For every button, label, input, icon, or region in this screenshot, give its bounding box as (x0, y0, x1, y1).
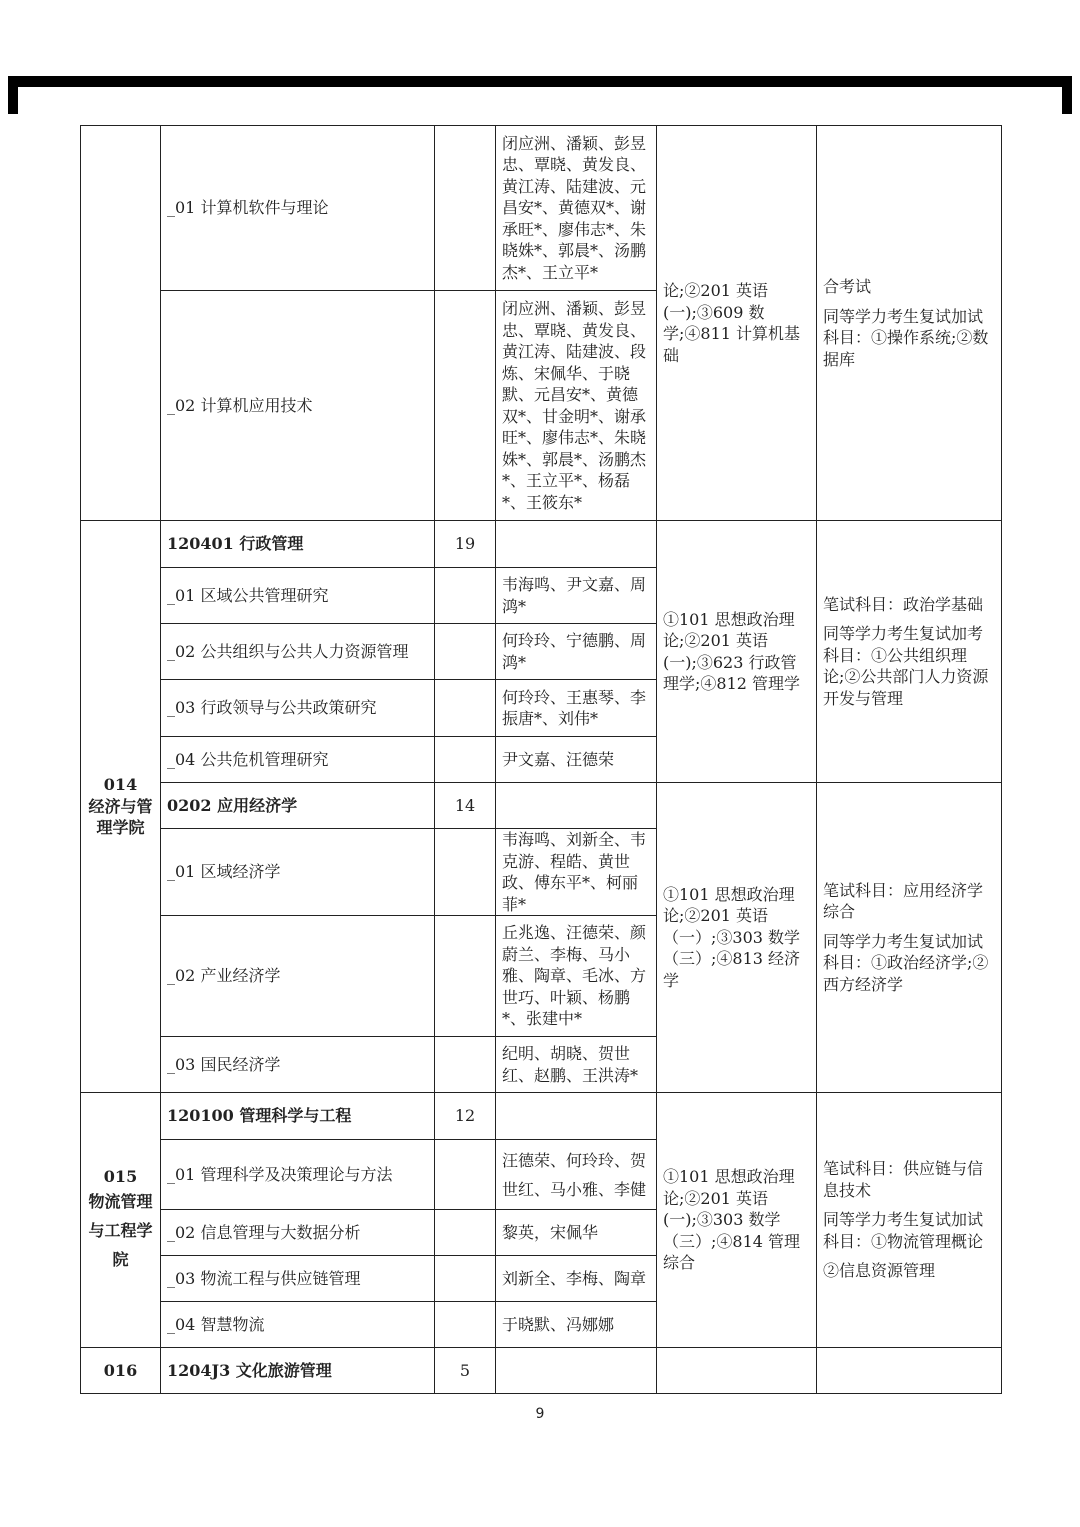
direction-name: _02 信息管理与大数据分析 (161, 1210, 435, 1256)
quota-cell (435, 624, 496, 680)
quota-cell: 5 (435, 1348, 496, 1394)
table-row (81, 1093, 1002, 1140)
college-name: 经济与管理学院 (88, 796, 153, 838)
direction-name: _01 区域公共管理研究 (161, 568, 435, 624)
table-row (81, 783, 1002, 829)
quota-cell (435, 680, 496, 737)
direction-name: _03 国民经济学 (161, 1037, 435, 1093)
quota-cell (435, 1256, 496, 1302)
quota-cell: 12 (435, 1093, 496, 1140)
college-code: 014 (103, 775, 138, 795)
direction-name: _03 物流工程与供应链管理 (161, 1256, 435, 1302)
tutor-list (496, 1348, 657, 1394)
college-code: 015 (103, 1166, 138, 1186)
notes-cell (817, 1093, 1002, 1348)
note-text: 同等学力考生复试加试科目：①操作系统;②数据库 (823, 306, 989, 369)
major-title: 120100 管理科学与工程 (161, 1093, 435, 1140)
notes-cell (817, 1348, 1002, 1394)
major-title: 120401 行政管理 (161, 521, 435, 568)
college-cell (81, 1093, 161, 1348)
notes-cell (817, 521, 1002, 783)
major-title: 0202 应用经济学 (161, 783, 435, 829)
tutor-list: 何玲玲、宁德鹏、周鸿* (496, 624, 657, 680)
direction-name: _02 计算机应用技术 (161, 291, 435, 521)
tutor-list (496, 1093, 657, 1140)
quota-cell (435, 568, 496, 624)
tutor-list: 刘新全、李梅、陶章 (496, 1256, 657, 1302)
admissions-table (80, 125, 1002, 1394)
note-text: 合考试 (823, 277, 872, 296)
quota-cell (435, 1210, 496, 1256)
header-rule (8, 76, 1072, 87)
quota-cell (435, 126, 496, 291)
tutor-list: 韦海鸣、尹文嘉、周鸿* (496, 568, 657, 624)
note-text: ②信息资源管理 (823, 1261, 936, 1281)
college-code: 016 (81, 1348, 161, 1394)
college-cell (81, 521, 161, 1093)
college-cell-continued (81, 126, 161, 521)
direction-name: _02 公共组织与公共人力资源管理 (161, 624, 435, 680)
college-name: 物流管理与工程学院 (88, 1192, 153, 1270)
quota-cell (435, 737, 496, 783)
quota-cell (435, 291, 496, 521)
direction-name: _03 行政领导与公共政策研究 (161, 680, 435, 737)
quota-cell: 19 (435, 521, 496, 568)
note-text: 笔试科目：供应链与信息技术 (823, 1159, 984, 1200)
exam-subjects (657, 1348, 817, 1394)
tutor-list: 于晓默、冯娜娜 (496, 1302, 657, 1348)
header-rule-left-tick (8, 76, 18, 114)
quota-cell (435, 1037, 496, 1093)
quota-cell (435, 829, 496, 916)
tutor-list: 何玲玲、王惠琴、李振唐*、刘伟* (496, 680, 657, 737)
notes-cell (817, 126, 1002, 521)
tutor-list: 闭应洲、潘颖、彭昱忠、覃晓、黄发良、黄江涛、陆建波、元昌安*、黄德双*、谢承旺*、廖伟志*、朱晓姝*、郭晨*、汤鹏杰*、王立平* (496, 126, 657, 291)
direction-name: _01 区域经济学 (161, 829, 435, 916)
page-number: 9 (535, 1406, 545, 1422)
tutor-list (496, 783, 657, 829)
direction-name: _02 产业经济学 (161, 916, 435, 1037)
quota-cell: 14 (435, 783, 496, 829)
note-text: 笔试科目：政治学基础 (823, 594, 984, 614)
note-text: 同等学力考生复试加考科目：①公共组织理论;②公共部门人力资源开发与管理 (823, 624, 989, 708)
tutor-list: 尹文嘉、汪德荣 (496, 737, 657, 783)
note-text: 笔试科目：应用经济学综合 (823, 880, 984, 922)
direction-name: _04 智慧物流 (161, 1302, 435, 1348)
table-row (81, 126, 1002, 291)
tutor-list: 闭应洲、潘颖、彭昱忠、覃晓、黄发良、黄江涛、陆建波、段炼、宋佩华、于晓默、元昌安*、黄德双*、甘金明*、谢承旺*、廖伟志*、朱晓姝*、郭晨*、汤鹏杰*、王立平*、杨磊*、王筱东* (496, 291, 657, 521)
tutor-list: 黎英，宋佩华 (496, 1210, 657, 1256)
exam-subjects: ①101 思想政治理论;②201 英语(一);③303 数学（三）;④814 管理综合 (657, 1093, 817, 1348)
quota-cell (435, 916, 496, 1037)
tutor-list (496, 521, 657, 568)
notes-cell (817, 783, 1002, 1093)
exam-subjects: 论;②201 英语(一);③609 数学;④811 计算机基础 (657, 126, 817, 521)
quota-cell (435, 1302, 496, 1348)
direction-name: _04 公共危机管理研究 (161, 737, 435, 783)
exam-subjects: ①101 思想政治理论;②201 英语(一);③623 行政管理学;④812 管理学 (657, 521, 817, 783)
tutor-list: 汪德荣、何玲玲、贺世红、马小雅、李健 (496, 1140, 657, 1210)
direction-name: _01 管理科学及决策理论与方法 (161, 1140, 435, 1210)
header-rule-right-tick (1062, 76, 1072, 114)
quota-cell (435, 1140, 496, 1210)
major-title: 1204J3 文化旅游管理 (161, 1348, 435, 1394)
table-row (81, 521, 1002, 568)
direction-name: _01 计算机软件与理论 (161, 126, 435, 291)
tutor-list: 纪明、胡晓、贺世红、赵鹏、王洪涛* (496, 1037, 657, 1093)
note-text: 同等学力考生复试加试科目：①物流管理概论 (823, 1210, 984, 1251)
note-text: 同等学力考生复试加试科目：①政治经济学;②西方经济学 (823, 931, 989, 994)
tutor-list: 丘兆逸、汪德荣、颜蔚兰、李梅、马小雅、陶章、毛冰、方世巧、叶颖、杨鹏*、张建中* (496, 916, 657, 1037)
table-row (81, 1348, 1002, 1394)
exam-subjects: ①101 思想政治理论;②201 英语（一）;③303 数学（三）;④813 经济学 (657, 783, 817, 1093)
tutor-list: 韦海鸣、刘新全、韦克游、程皓、黄世政、傅东平*、柯丽菲* (496, 829, 657, 916)
